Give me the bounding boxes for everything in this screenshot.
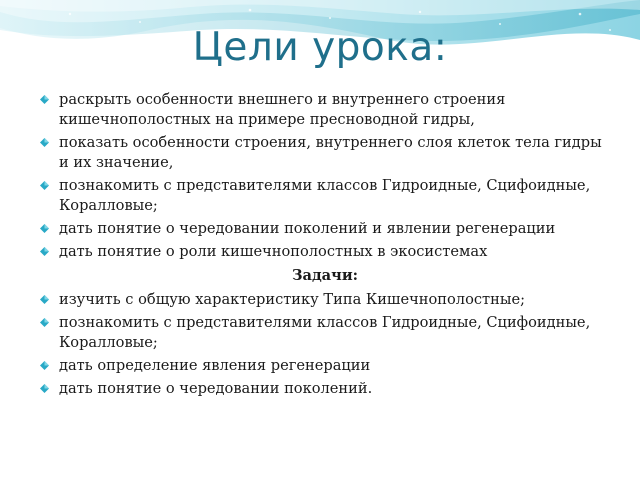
slide-title: Цели урока: (192, 25, 448, 70)
list-item (40, 133, 610, 173)
diamond-bullet-icon (40, 384, 49, 393)
tasks-heading: Задачи: (291, 267, 359, 284)
goal-text: дать понятие о чередовании поколений и явлении регенерации (59, 220, 556, 237)
goal-text: познакомить с представителями классов Гидроидные, Сцифоидные, Коралловые; (59, 177, 591, 214)
list-item (40, 219, 610, 239)
diamond-bullet-icon (40, 318, 49, 327)
diamond-bullet-icon (40, 224, 49, 233)
tasks-list (40, 290, 610, 399)
diamond-bullet-icon (40, 95, 49, 104)
goal-text: раскрыть особенности внешнего и внутреннего строения кишечнополостных на примере пресноводной гидры, (59, 91, 506, 128)
list-item (40, 290, 610, 310)
list-item (40, 90, 610, 130)
goals-list (40, 90, 610, 262)
task-text: дать определение явления регенерации (59, 357, 371, 374)
list-item (40, 379, 610, 399)
goal-text: показать особенности строения, внутреннего слоя клеток тела гидры и их значение, (59, 134, 602, 171)
goal-text: дать понятие о роли кишечнополостных в экосистемах (59, 243, 488, 260)
diamond-bullet-icon (40, 247, 49, 256)
task-text: изучить с общую характеристику Типа Кишечнополостные; (59, 291, 526, 308)
list-item (40, 176, 610, 216)
list-item (40, 356, 610, 376)
task-text: познакомить с представителями классов Гидроидные, Сцифоидные, Коралловые; (59, 314, 591, 351)
diamond-bullet-icon (40, 181, 49, 190)
slide-content (40, 90, 610, 402)
diamond-bullet-icon (40, 361, 49, 370)
diamond-bullet-icon (40, 138, 49, 147)
list-item (40, 242, 610, 262)
diamond-bullet-icon (40, 295, 49, 304)
task-text: дать понятие о чередовании поколений. (59, 380, 373, 397)
list-item (40, 313, 610, 353)
